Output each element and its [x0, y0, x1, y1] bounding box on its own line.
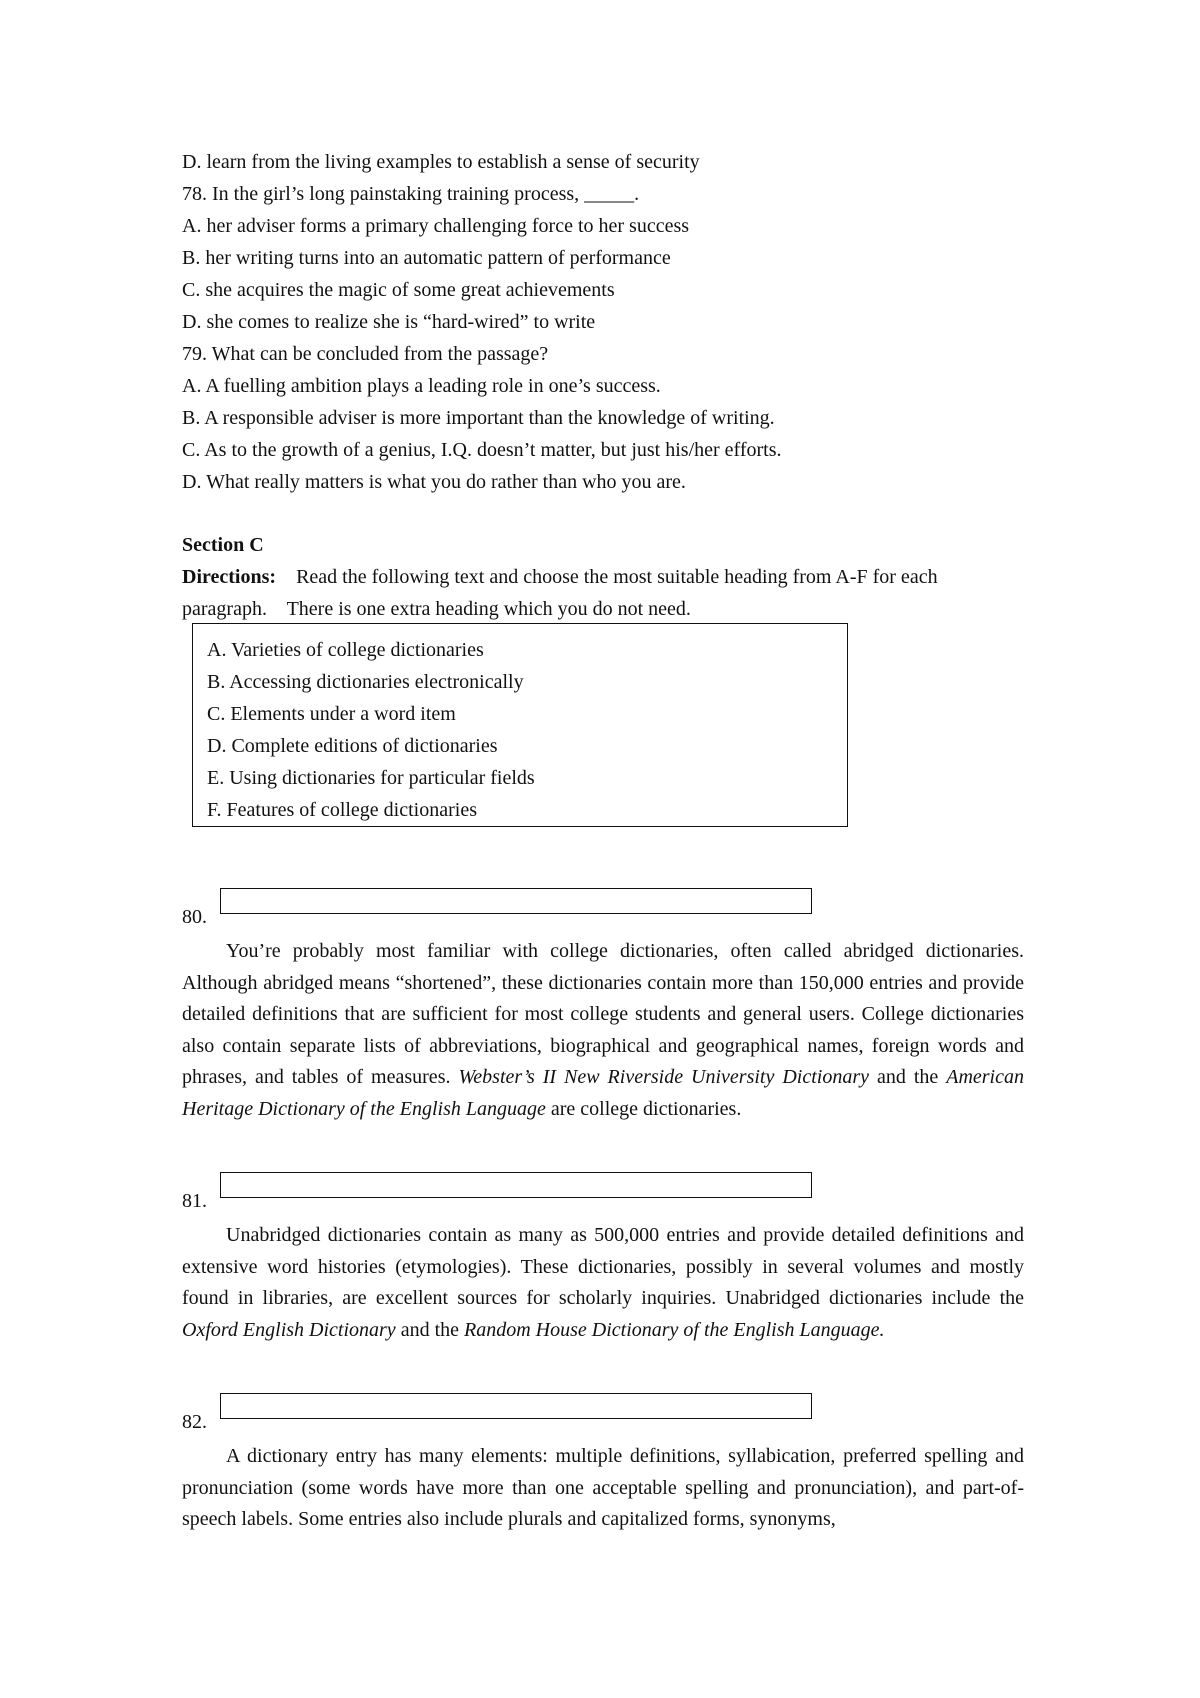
- q77-option-d: D. learn from the living examples to establish a sense of security: [182, 151, 700, 173]
- heading-option-a: A. Varieties of college dictionaries: [207, 639, 484, 661]
- q79-option-d: D. What really matters is what you do rather than who you are.: [182, 471, 686, 493]
- q78-option-b: B. her writing turns into an automatic pattern of performance: [182, 247, 671, 269]
- q81-text: Unabridged dictionaries contain as many as 500,000 entries and provide detailed definitions and extensive word histories (etymologies). These dictionaries, possibly in several volumes and mostly found in libraries, are excellent sources for scholarly inquiries. Unabridged dictionaries include the: [182, 1224, 1024, 1310]
- heading-option-f: F. Features of college dictionaries: [207, 799, 477, 821]
- headings-box: [192, 623, 848, 827]
- q80-title-2: American Heritage Dictionary of the English Language: [182, 1066, 1024, 1120]
- q81-answer-box[interactable]: [220, 1172, 812, 1198]
- q81-title-1: Oxford English Dictionary: [182, 1318, 396, 1341]
- section-c-title: Section C: [182, 534, 264, 556]
- q78-stem: 78. In the girl’s long painstaking training process, _____.: [182, 183, 640, 205]
- q79-option-b: B. A responsible adviser is more important than the knowledge of writing.: [182, 407, 775, 429]
- heading-option-e: E. Using dictionaries for particular fields: [207, 767, 535, 789]
- q80-text: You’re probably most familiar with college dictionaries, often called abridged dictionaries. Although abridged means “shortened”, these dictionaries contain more than 150,000 entries and provide detailed definitions that are sufficient for most college students and general users. College dictionaries also contain separate lists of abbreviations, biographical and geographical names, foreign words and phrases, and tables of measures.: [182, 940, 1024, 1089]
- q82-number: 82.: [182, 1411, 207, 1433]
- directions-line-2: paragraph. There is one extra heading which you do not need.: [182, 598, 691, 620]
- q80-paragraph: [182, 936, 1024, 1126]
- heading-option-d: D. Complete editions of dictionaries: [207, 735, 498, 757]
- q78-option-c: C. she acquires the magic of some great achievements: [182, 279, 615, 301]
- directions-line-1: [182, 561, 938, 593]
- q80-mid: and the: [869, 1066, 947, 1089]
- q80-number: 80.: [182, 906, 207, 928]
- directions-label: Directions:: [182, 566, 277, 588]
- q81-number: 81.: [182, 1190, 207, 1212]
- heading-option-c: C. Elements under a word item: [207, 703, 456, 725]
- directions-text-1: Read the following text and choose the most suitable heading from A-F for each: [296, 566, 938, 588]
- q79-stem: 79. What can be concluded from the passage?: [182, 343, 549, 365]
- q78-option-a: A. her adviser forms a primary challenging force to her success: [182, 215, 690, 237]
- q81-mid: and the: [395, 1318, 464, 1341]
- q82-answer-box[interactable]: [220, 1393, 812, 1419]
- q82-paragraph: A dictionary entry has many elements: multiple definitions, syllabication, preferred spelling and pronunciation (some words have more than one acceptable spelling and pronunciation), and part-of-speech labels. Some entries also include plurals and capitalized forms, synonyms,: [182, 1445, 1024, 1531]
- q79-option-a: A. A fuelling ambition plays a leading role in one’s success.: [182, 375, 661, 397]
- q81-paragraph: [182, 1220, 1024, 1346]
- q78-option-d: D. she comes to realize she is “hard-wired” to write: [182, 311, 596, 333]
- q80-title-1: Webster’s II New Riverside University Dictionary: [458, 1066, 869, 1089]
- q80-end: are college dictionaries.: [545, 1097, 742, 1120]
- q79-option-c: C. As to the growth of a genius, I.Q. doesn’t matter, but just his/her efforts.: [182, 439, 782, 461]
- heading-option-b: B. Accessing dictionaries electronically: [207, 671, 524, 693]
- q81-title-2: Random House Dictionary of the English Language.: [464, 1318, 885, 1341]
- q80-answer-box[interactable]: [220, 888, 812, 914]
